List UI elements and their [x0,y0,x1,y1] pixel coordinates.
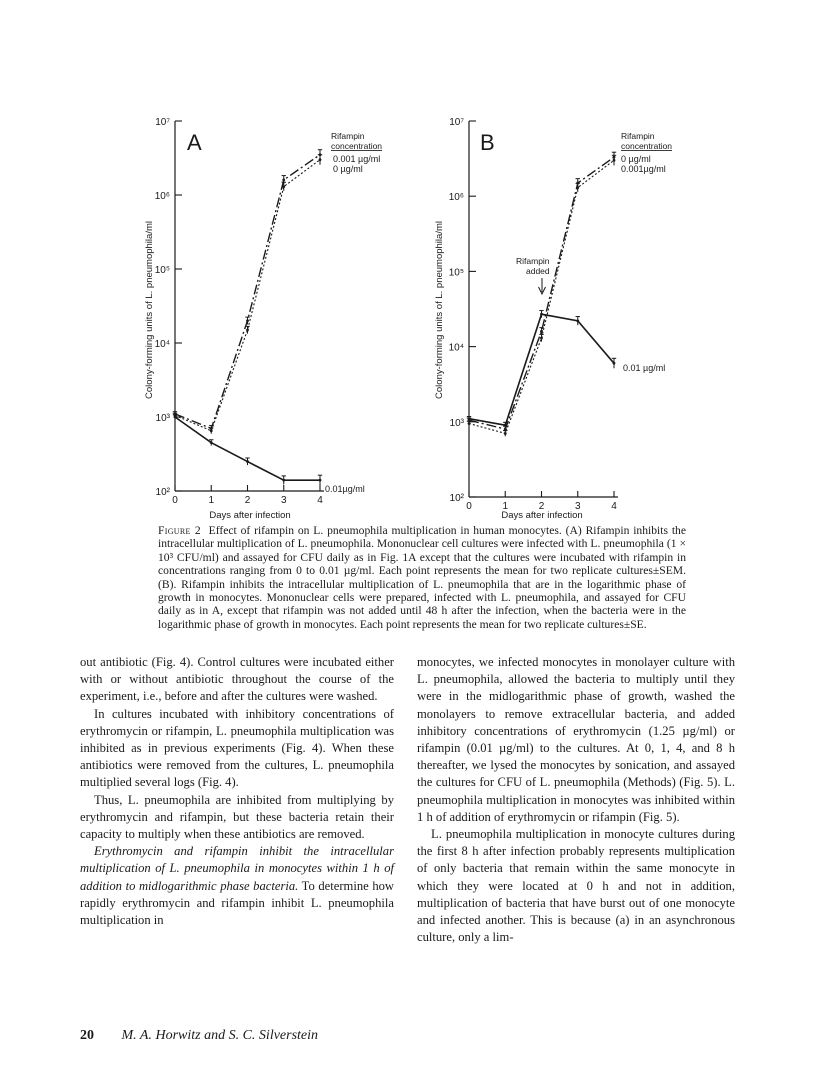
panel-a-letter: A [187,130,202,155]
plots-layer [155,117,618,512]
panel-b-annotation-added: added [526,266,550,276]
running-authors: M. A. Horwitz and S. C. Silverstein [121,1028,319,1043]
panel-a-x-tick-label: 0 [172,495,178,506]
panel-a-x-tick-label: 2 [244,495,251,506]
page-number: 20 [80,1028,94,1043]
panel-b-series-line [469,160,614,433]
panel-b-legend-title-2: concentration [621,141,673,151]
caption-text: Effect of rifampin on L. pneumophila multiplication in human monocytes. (A) Rifampin inhibits the intracellular multiplication of L. pneumophila. Mononuclear cell cultures were infected with L. pneumophila (1 × 10³ CFU/ml) and assayed for CFU daily as in Fig. 1A except that the cultures were incubated with rifampin in concentrations ranging from 0 to 0.01 µg/ml. Each point represents the mean for two replicate cultures±SEM. (B). Rifampin inhibits the intracellular multiplication of L. pneumophila that are in the logarithmic phase of growth in monocytes. Mononuclear cells were prepared, infected with L. pneumophila, and assayed for CFU daily as in A, except that rifampin was not added until 48 h after the infection, when the bacteria were in the logarithmic phase of growth in monocytes. Each point represents the mean for two replicate cultures±SE. [158,524,686,631]
panel-a-series-line [175,155,320,429]
panel-b-y-tick-label: 10² [449,493,464,504]
left-column [80,654,394,929]
panel-b-annotation-rifampin: Rifampin [516,256,550,266]
panel-b-data-point [468,417,471,420]
panel-a-data-point [282,479,285,482]
panel-a-x-tick-label: 3 [280,495,287,506]
panel-b-letter: B [480,130,495,155]
panel-b-x-tick-label: 1 [502,501,509,512]
panel-a-data-point [246,319,249,322]
panel-b-y-tick-label: 10⁷ [449,117,464,128]
panel-b-y-tick-label: 10⁶ [448,192,464,204]
panel-b-x-tick-label: 0 [466,501,472,512]
section-heading: Erythromycin and rifampin inhibit the intracellular multiplication of L. pneumophila in monocytes within 1 h of addition to midlogarithmic phase bacteria. [80,844,394,893]
panel-b-x-tick-label: 3 [574,501,581,512]
panel-a-data-point [282,178,285,181]
panel-a [144,130,382,520]
right-column [417,654,735,946]
caption-lead: Figure 2 [158,524,201,537]
panel-a-legend-title-2: concentration [331,141,383,151]
panel-a-x-tick-label: 1 [208,495,215,506]
panel-b-x-tick-label: 2 [538,501,545,512]
panel-a-y-tick-label: 10⁴ [154,339,170,350]
panel-a-y-tick-label: 10⁷ [155,117,170,128]
figure-caption [158,524,686,631]
panel-a-data-point [210,441,213,444]
panel-b-label-s1: 0 µg/ml [621,154,651,164]
panel-a-label-s1: 0.001 µg/ml [333,154,381,164]
paragraph [80,843,394,929]
panel-a-data-point [174,416,177,419]
paragraph: out antibiotic (Fig. 4). Control cultures were incubated either with or without antibiotic throughout the course of the experiment, i.e., before and after the cultures were washed. [80,655,394,704]
paragraph: In cultures incubated with inhibitory concentrations of erythromycin or rifampin, L. pneumophila multiplication was inhibited as in previous experiments (Fig. 4). When these antibiotics were removed from the cultures, L. pneumophila multiplied several logs (Fig. 4). [80,706,394,790]
panel-a-data-point [210,429,213,432]
panel-b-y-tick-label: 10⁵ [448,267,464,279]
paragraph: monocytes, we infected monocytes in monolayer culture with L. pneumophila, allowed the bacteria to multiply until they were in the midlogarithmic phase of growth, washed the monolayers to remove extracellular bacteria, and added inhibitory concentrations of erythromycin (1.25 µg/ml) or rifampin (0.01 µg/ml) to the cultures. At 0, 1, 4, and 8 h thereafter, we lysed the monocytes by sonication, and assayed the cultures for CFU of L. pneumophila (Methods) (Fig. 5). L. pneumophila multiplication in monocytes was inhibited within 1 h of addition of erythromycin or rifampin (Fig. 5). [417,655,735,824]
panel-a-ylabel: Colony-forming units of L. pneumophila/ml [144,221,155,399]
panel-a-series-line [175,160,320,431]
panel-b-y-tick-label: 10⁴ [448,342,464,354]
panel-b-data-point [613,159,616,162]
panel-b-data-point [504,424,507,427]
panel-a-legend-title: Rifampin [331,131,365,141]
page-footer [80,1028,318,1044]
panel-b-data-point [540,337,543,340]
panel-a-x-tick-label: 4 [317,495,323,506]
panel-b-data-point [576,186,579,189]
paragraph: Thus, L. pneumophila are inhibited from multiplying by erythromycin and rifampin, but these bacteria retain their capacity to multiply when these antibiotics are removed. [80,792,394,842]
panel-a-label-s3: 0.01µg/ml [325,484,365,494]
panel-b [434,130,672,520]
panel-a-data-point [282,185,285,188]
panel-a-data-point [319,158,322,161]
panel-a-xlabel: Days after infection [209,510,291,520]
panel-a-data-point [246,460,249,463]
panel-a-y-tick-label: 10⁵ [154,265,170,276]
panel-b-ylabel: Colony-forming units of L. pneumophila/ml [434,221,445,399]
panel-a-label-s2: 0 µg/ml [333,164,363,174]
panel-a-data-point [246,329,249,332]
panel-b-x-tick-label: 4 [611,501,617,512]
panel-a-y-tick-label: 10⁶ [154,191,170,202]
panel-b-y-tick-label: 10³ [449,417,464,429]
panel-b-xlabel: Days after infection [501,510,583,520]
panel-b-label-s3: 0.01 µg/ml [623,363,666,373]
paragraph: L. pneumophila multiplication in monocyte cultures during the first 8 h after infection probably represents multiplication of only bacteria that remain within the same monocyte in which they were located at 0 h and not in addition, multiplication of bacteria that have burst out of one monocyte and infected another. This is because (a) in an asynchronous culture, only a lim- [417,827,735,945]
figure-2 [0,0,816,520]
panel-b-data-point [468,422,471,425]
panel-a-data-point [319,479,322,482]
panel-a-y-tick-label: 10³ [155,413,170,424]
panel-b-legend-title: Rifampin [621,131,655,141]
panel-b-label-s2: 0.001µg/ml [621,164,666,174]
panel-b-data-point [576,319,579,322]
panel-a-y-tick-label: 10² [155,487,170,498]
panel-a-series-line [175,417,320,480]
paragraph-text: To determine how rapidly erythromycin and rifampin inhibit L. pneumophila multiplication in [80,878,395,928]
panel-b-data-point [613,362,616,365]
panel-b-data-point [540,313,543,316]
panel-b-data-point [504,432,507,435]
